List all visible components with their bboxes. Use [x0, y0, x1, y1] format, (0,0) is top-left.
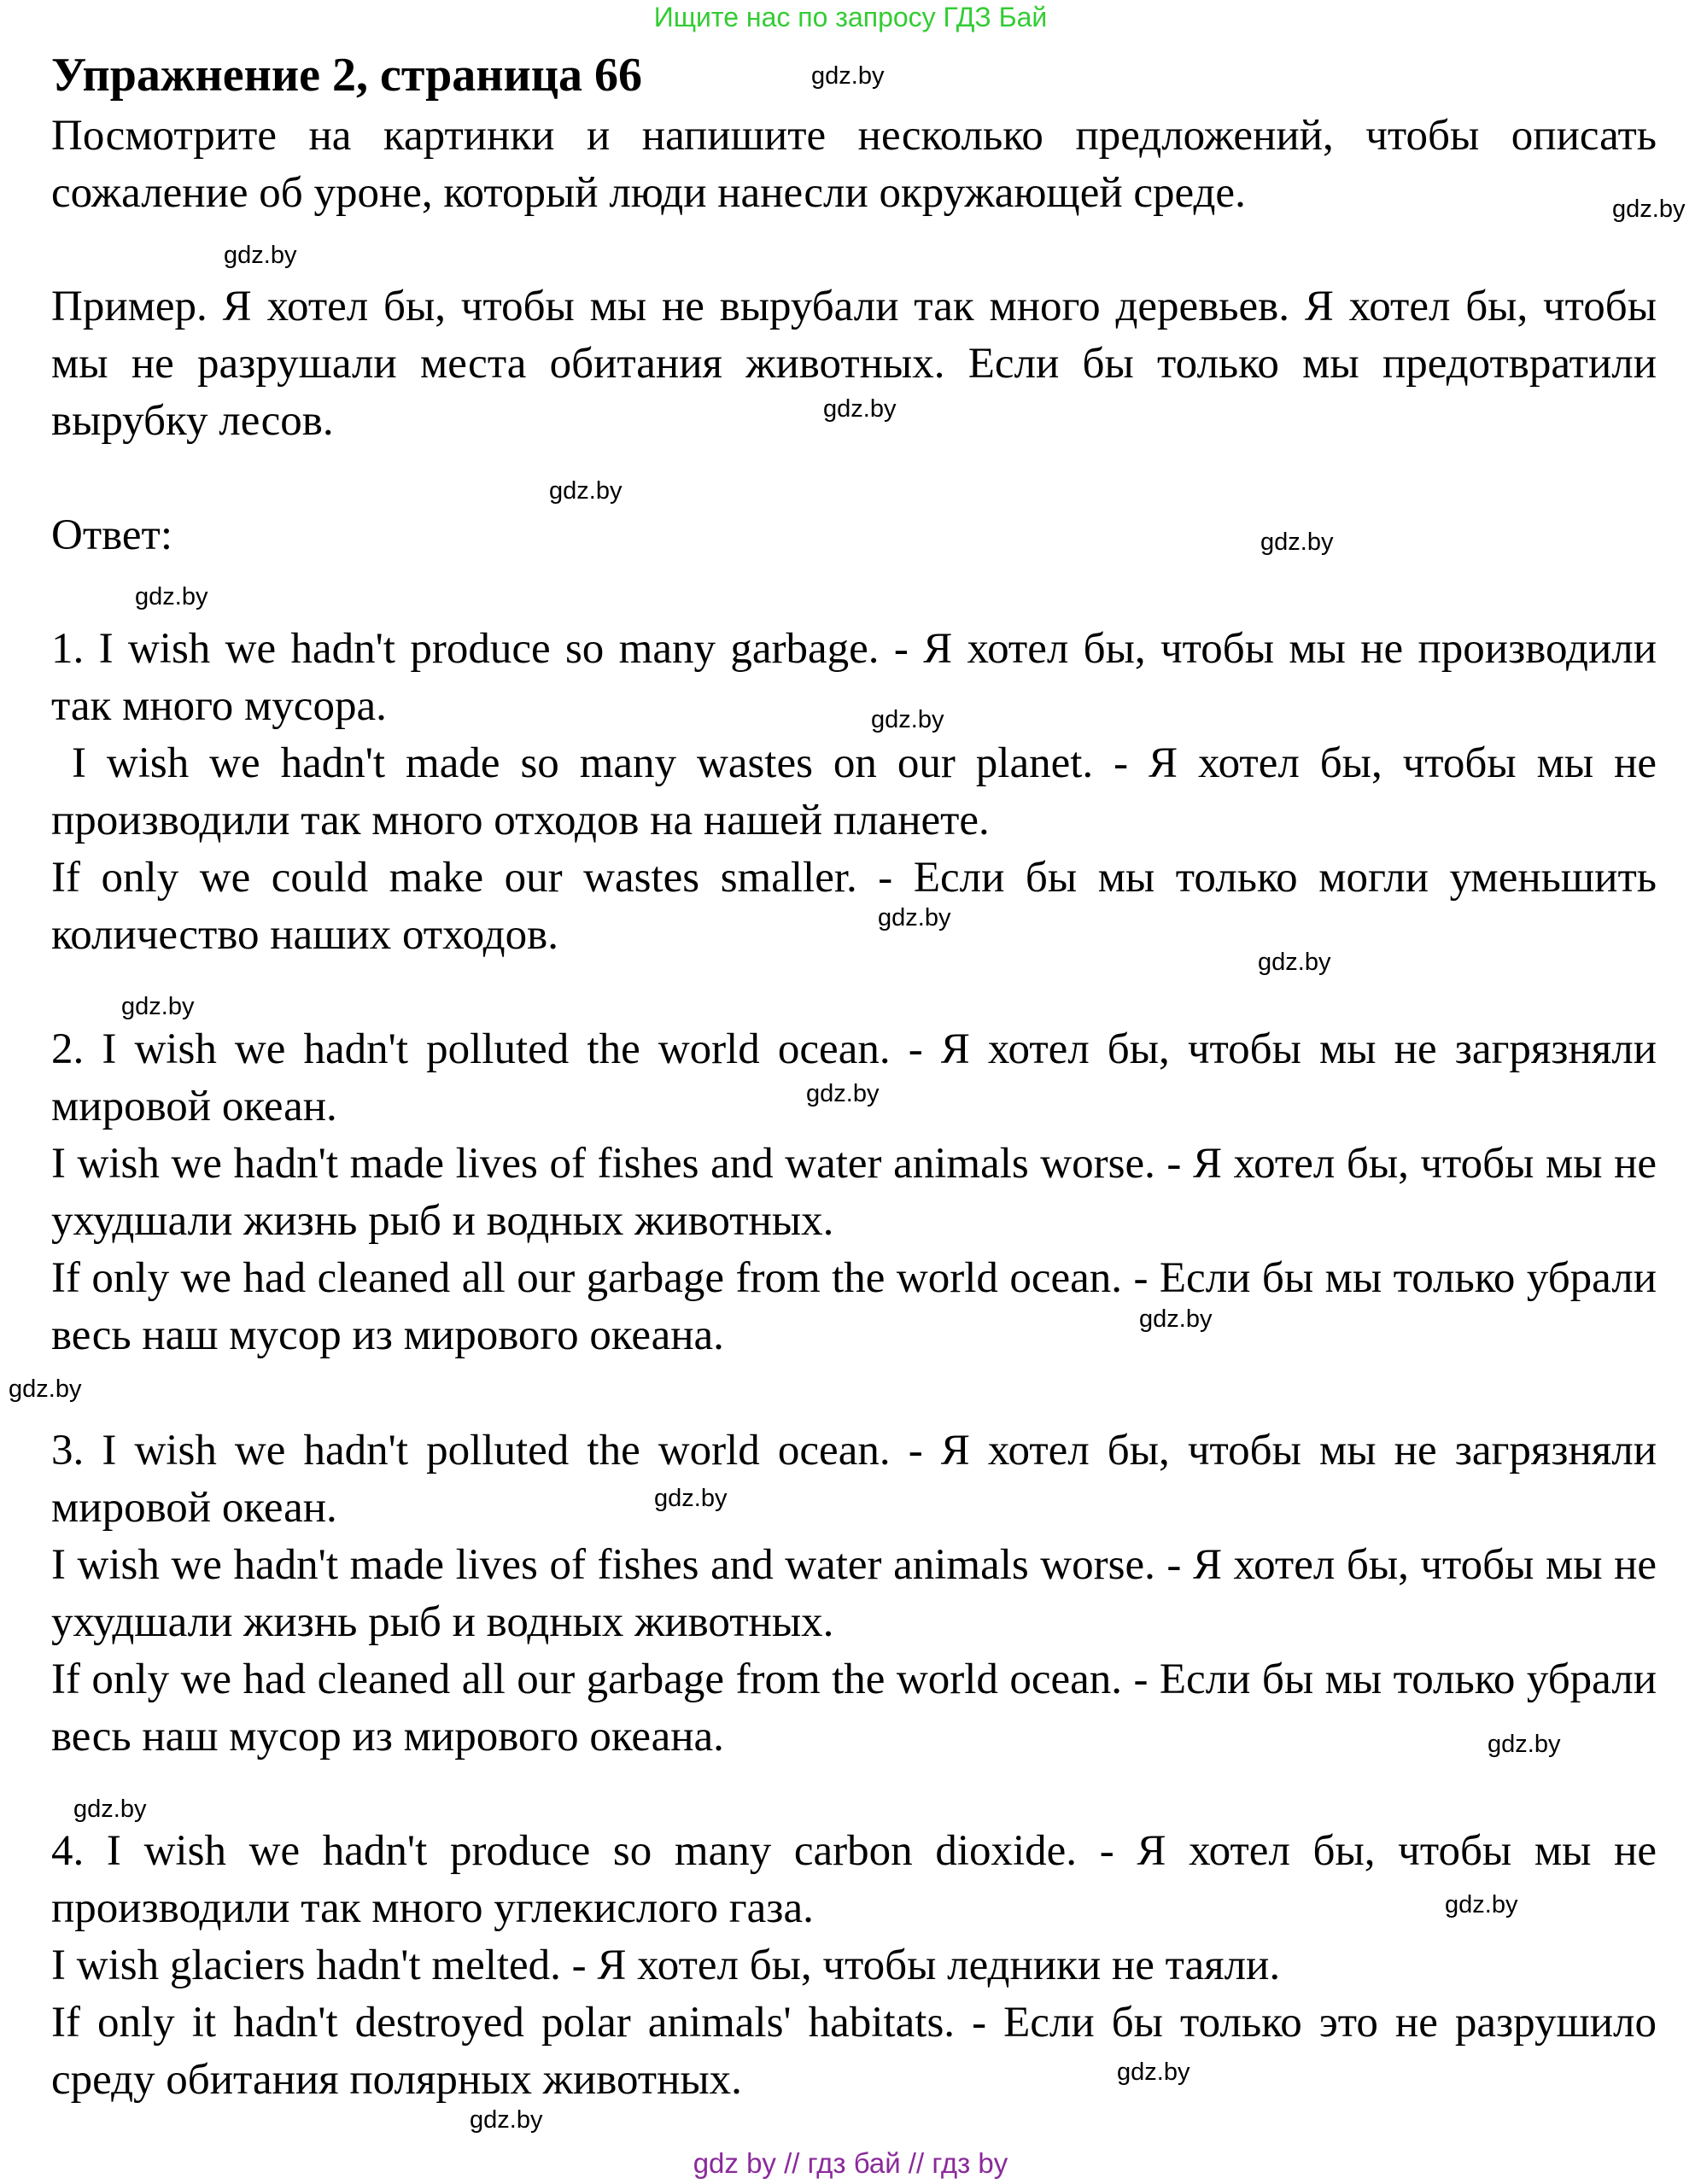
watermark: gdz.by: [823, 395, 897, 423]
answer-1-sentence-2: I wish we hadn't made so many wastes on our planet. - Я хотел бы, чтобы мы не производили так много отходов на нашей планете.: [51, 739, 1657, 844]
answer-4-sentence-3: If only it hadn't destroyed polar animals' habitats. - Если бы только это не разрушило среду обитания полярных животных.: [51, 1999, 1657, 2104]
watermark: gdz.by: [1258, 949, 1331, 976]
answer-2-sentence-3: If only we had cleaned all our garbage from the world ocean. - Если бы мы только убрали весь наш мусор из мирового океана.: [51, 1254, 1657, 1359]
watermark: gdz.by: [878, 904, 951, 931]
watermark: gdz.by: [1488, 1731, 1561, 1758]
answer-3-sentence-3: If only we had cleaned all our garbage from the world ocean. - Если бы мы только убрали весь наш мусор из мирового океана.: [51, 1656, 1657, 1761]
watermark: gdz.by: [1139, 1305, 1213, 1333]
watermark: gdz.by: [871, 706, 944, 733]
watermark: gdz.by: [224, 242, 297, 269]
watermark: gdz.by: [806, 1080, 880, 1107]
watermark: gdz.by: [654, 1485, 728, 1512]
answer-1-sentence-3: If only we could make our wastes smaller. - Если бы мы только могли уменьшить количество наших отходов.: [51, 854, 1657, 959]
answer-2-sentence-2: I wish we hadn't made lives of fishes and water animals worse. - Я хотел бы, чтобы мы не ухудшали жизнь рыб и водных животных.: [51, 1140, 1657, 1245]
top-banner: Ищите нас по запросу ГДЗ Бай: [653, 2, 1048, 32]
answer-label: Ответ:: [51, 511, 172, 559]
answer-2-sentence-1: 2. I wish we hadn't polluted the world ocean. - Я хотел бы, чтобы мы не загрязняли мировой океан.: [51, 1025, 1657, 1130]
answer-3-sentence-2: I wish we hadn't made lives of fishes and water animals worse. - Я хотел бы, чтобы мы не ухудшали жизнь рыб и водных животных.: [51, 1541, 1657, 1646]
answer-1-sentence-1: 1. I wish we hadn't produce so many garbage. - Я хотел бы, чтобы мы не производили так много мусора.: [51, 625, 1657, 730]
watermark: gdz.by: [121, 993, 195, 1020]
watermark: gdz.by: [811, 62, 885, 90]
exercise-title: Упражнение 2, страница 66: [51, 49, 643, 102]
watermark: gdz.by: [470, 2106, 543, 2134]
watermark: gdz.by: [73, 1796, 147, 1823]
answer-3-sentence-1: 3. I wish we hadn't polluted the world ocean. - Я хотел бы, чтобы мы не загрязняли мировой океан.: [51, 1427, 1657, 1532]
watermark: gdz.by: [1260, 528, 1334, 556]
task-text: Посмотрите на картинки и напишите несколько предложений, чтобы описать сожаление об уроне, который люди нанесли окружающей среде.: [51, 112, 1657, 217]
watermark: gdz.by: [1445, 1891, 1518, 1918]
watermark: gdz.by: [135, 583, 208, 610]
watermark: gdz.by: [1612, 196, 1686, 223]
example-text: Пример. Я хотел бы, чтобы мы не вырубали так много деревьев. Я хотел бы, чтобы мы не разрушали места обитания животных. Если бы только мы предотвратили вырубку лесов.: [51, 283, 1657, 445]
watermark: gdz.by: [549, 477, 623, 505]
answer-4-sentence-2: I wish glaciers hadn't melted. - Я хотел бы, чтобы ледники не таяли.: [51, 1942, 1281, 1989]
watermark: gdz.by: [1117, 2058, 1190, 2086]
footer-links: gdz by // гдз бай // гдз by: [693, 2147, 1008, 2179]
answer-4-sentence-1: 4. I wish we hadn't produce so many carbon dioxide. - Я хотел бы, чтобы мы не производили так много углекислого газа.: [51, 1827, 1657, 1932]
watermark: gdz.by: [9, 1375, 82, 1403]
